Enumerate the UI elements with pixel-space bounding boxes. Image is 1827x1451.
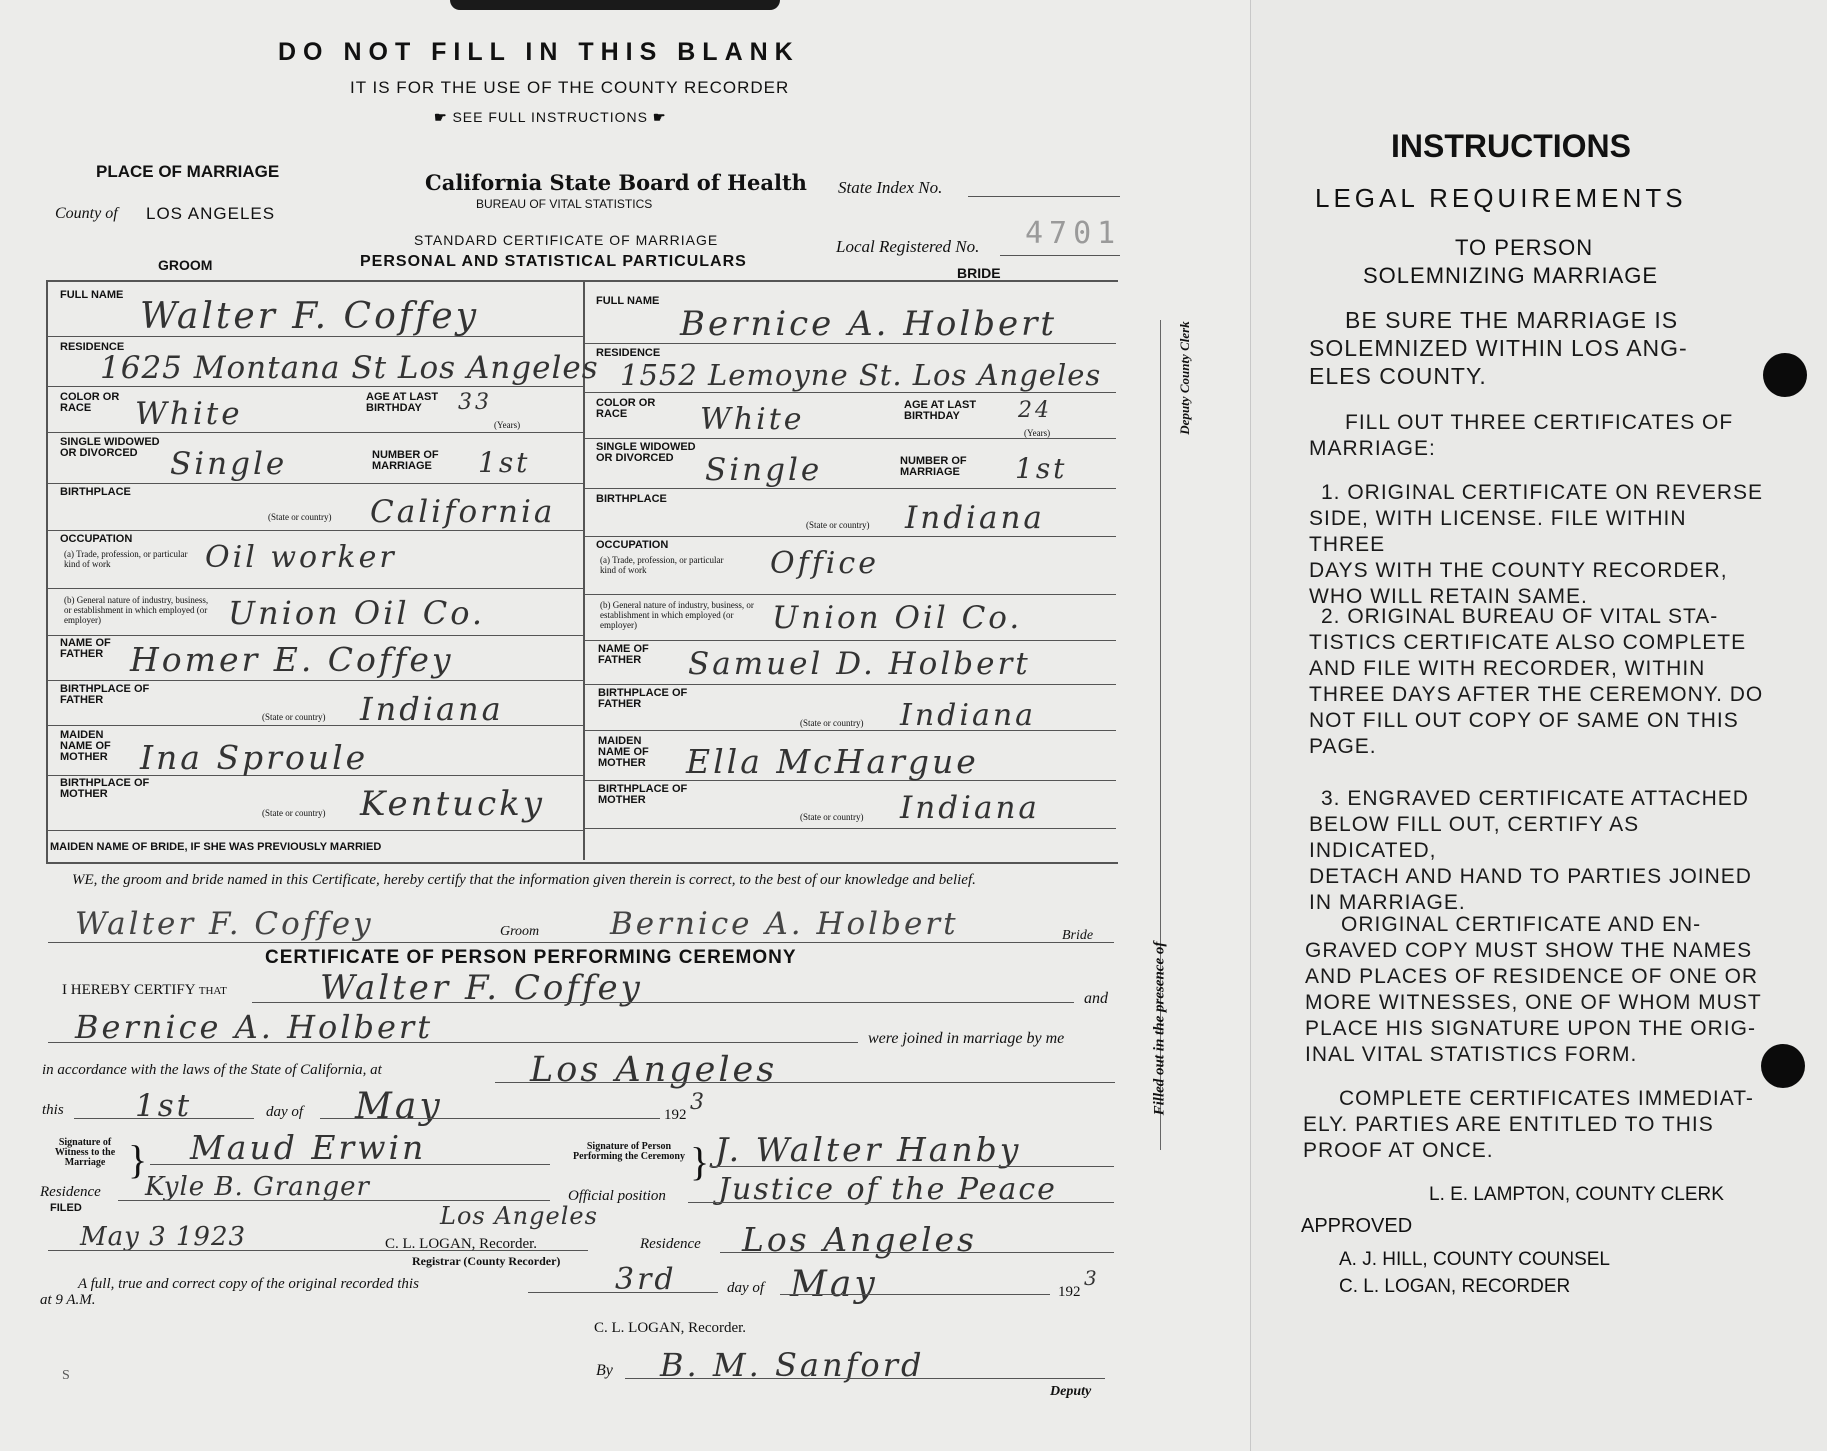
groom-color: White [135, 396, 243, 432]
local-registered-number: 4701 [1025, 216, 1122, 251]
instruction-item-1: 1. ORIGINAL CERTIFICATE ON REVERSE SIDE, WITH LICENSE. FILE WITHIN THREE DAYS WITH THE COUNTY RECORDER, WHO WILL RETAIN SAME. [1309, 481, 1764, 608]
bride-mother: Ella McHargue [686, 742, 979, 781]
ceremony-year-digit: 3 [690, 1090, 707, 1115]
day-of-label: day of [266, 1104, 304, 1120]
groom-father-label: NAME OF FATHER [60, 637, 111, 660]
groom-father: Homer E. Coffey [130, 640, 454, 679]
filed-date: May 3 1923 [80, 1222, 247, 1252]
witness-residence-label: Residence [40, 1184, 101, 1200]
groom-mother-label: MAIDEN NAME OF MOTHER [60, 729, 111, 763]
solemnizing-marriage: SOLEMNIZING MARRIAGE [1363, 263, 1659, 288]
county-counsel: A. J. HILL, COUNTY COUNSEL [1339, 1249, 1610, 1270]
copy-year-prefix: 192 [1058, 1284, 1081, 1300]
groom-trade: Oil worker [205, 540, 397, 575]
bride-birthplace-state-label: (State or country) [806, 520, 870, 530]
bride-mother-birthplace-label: BIRTHPLACE OF MOTHER [598, 783, 688, 806]
groom-number-label: NUMBER OF MARRIAGE [372, 449, 439, 472]
bride-marital: Single [705, 452, 823, 488]
groom-industry-label: (b) General nature of industry, business, or establishment in which employed (or employer) [64, 595, 209, 625]
ceremony-groom: Walter F. Coffey [320, 968, 643, 1008]
groom-age-label: AGE AT LAST BIRTHDAY [366, 391, 439, 414]
copy-time: at 9 A.M. [40, 1292, 96, 1308]
groom-occupation-label: OCCUPATION [60, 533, 133, 545]
bride-mother-state-label: (State or country) [800, 812, 864, 822]
witness-residence: Kyle B. Granger [145, 1172, 370, 1202]
bride-father-birthplace: Indiana [900, 698, 1037, 733]
laws-label: in accordance with the laws of the State of California, at [42, 1062, 382, 1078]
bride-signature: Bernice A. Holbert [610, 906, 959, 942]
bride-father-birthplace-label: BIRTHPLACE OF FATHER [598, 687, 688, 710]
filed-label: FILED [50, 1202, 82, 1214]
bureau-label: BUREAU OF VITAL STATISTICS [476, 197, 653, 211]
ceremony-year-prefix: 192 [664, 1107, 687, 1123]
groom-marital-label: SINGLE WIDOWED OR DIVORCED [60, 436, 160, 459]
groom-residence-label: RESIDENCE [60, 341, 125, 353]
ceremony-place: Los Angeles [530, 1050, 778, 1090]
groom-signature-label: Groom [500, 924, 540, 939]
official-position: Justice of the Peace [718, 1172, 1057, 1207]
groom-father-state-label: (State or country) [262, 712, 326, 722]
bride-mother-birthplace: Indiana [900, 790, 1040, 826]
groom-birthplace: California [370, 494, 556, 530]
bride-trade-label: (a) Trade, profession, or particular kind of work [600, 555, 724, 575]
recorder: C. L. LOGAN, RECORDER [1339, 1276, 1571, 1297]
bride-heading: BRIDE [957, 265, 1001, 281]
county-value: LOS ANGELES [146, 204, 276, 223]
county-clerk: L. E. LAMPTON, COUNTY CLERK [1429, 1184, 1724, 1205]
witness-signature: Maud Erwin [190, 1128, 427, 1167]
copy-day: 3rd [615, 1262, 677, 1297]
groom-full-name: Walter F. Coffey [140, 296, 480, 337]
groom-mother: Ina Sproule [140, 738, 369, 777]
groom-marital: Single [170, 446, 288, 482]
groom-heading: GROOM [158, 257, 213, 273]
maiden-name-bride-label: MAIDEN NAME OF BRIDE, IF SHE WAS PREVIOUSLY MARRIED [50, 841, 382, 853]
instructions-note: ☛ SEE FULL INSTRUCTIONS ☛ [434, 109, 667, 125]
bride-age: 24 [1018, 398, 1052, 423]
bride-residence-label: RESIDENCE [596, 347, 661, 359]
pointing-hand-icon: ☛ [652, 109, 667, 125]
to-person: TO PERSON [1455, 235, 1594, 260]
groom-residence: 1625 Montana St Los Angeles [100, 350, 599, 386]
instructions-page [1250, 0, 1827, 1451]
witness-brace: } [128, 1137, 148, 1182]
bride-residence: 1552 Lemoyne St. Los Angeles [620, 358, 1102, 392]
groom-years-label: (Years) [494, 420, 521, 430]
county-of-label: County of [55, 205, 118, 222]
binding-shadow [450, 0, 780, 10]
bride-color-label: COLOR OR RACE [596, 397, 656, 420]
bride-father-label: NAME OF FATHER [598, 643, 649, 666]
legal-requirements: LEGAL REQUIREMENTS [1315, 183, 1687, 213]
instruction-item-2: 2. ORIGINAL BUREAU OF VITAL STA- TISTICS CERTIFICATE ALSO COMPLETE AND FILE WITH RECORDER, WITHIN THREE DAYS AFTER THE CEREMONY. DO NOT FILL OUT COPY OF SAME ON THIS PAGE. [1309, 605, 1764, 758]
copy-statement: A full, true and correct copy of the original recorded this [78, 1276, 419, 1292]
groom-number: 1st [478, 446, 531, 479]
copy-month: May [790, 1264, 878, 1305]
witness-label: Signature of Witness to the Marriage [54, 1137, 116, 1168]
fill-out-paragraph: FILL OUT THREE CERTIFICATES OF MARRIAGE: [1309, 411, 1734, 460]
bride-mother-label: MAIDEN NAME OF MOTHER [598, 735, 649, 769]
bride-marital-label: SINGLE WIDOWED OR DIVORCED [596, 441, 696, 464]
performer-label: Signature of Person Performing the Ceremony [572, 1141, 685, 1162]
pointing-hand-icon: ☛ [434, 109, 448, 125]
bride-father-state-label: (State or country) [800, 718, 864, 728]
performer-residence: Los Angeles [742, 1220, 977, 1259]
performer-signature: J. Walter Hanby [715, 1130, 1022, 1169]
certificate-subtitle: PERSONAL AND STATISTICAL PARTICULARS [360, 253, 747, 270]
bride-color: White [700, 402, 805, 437]
local-registered-label: Local Registered No. [836, 237, 980, 256]
original-certificate-paragraph: ORIGINAL CERTIFICATE AND EN- GRAVED COPY MUST SHOW THE NAMES AND PLACES OF RESIDENCE OF ONE OR MORE WITNESSES, ONE OF WHOM MUST PLACE HIS SIGNATURE UPON THE ORIG- INAL VITAL STATISTICS FORM. [1305, 913, 1762, 1066]
filled-out-presence-label: Filled out in the presence of [1151, 941, 1168, 1116]
bride-number: 1st [1015, 452, 1068, 485]
groom-father-birthplace-label: BIRTHPLACE OF FATHER [60, 683, 150, 706]
groom-birthplace-state-label: (State or country) [268, 512, 332, 522]
bride-birthplace: Indiana [905, 500, 1045, 536]
margin-mark: S [62, 1368, 70, 1383]
state-index-label: State Index No. [838, 178, 943, 197]
ceremony-month: May [355, 1086, 443, 1127]
bride-industry-label: (b) General nature of industry, business, or establishment in which employed (or employer) [600, 600, 754, 630]
bride-number-label: NUMBER OF MARRIAGE [900, 455, 967, 478]
bride-years-label: (Years) [1024, 428, 1051, 438]
filed-place: Los Angeles [440, 1202, 598, 1230]
groom-age: 33 [458, 390, 492, 415]
copy-year-digit: 3 [1084, 1266, 1100, 1290]
bride-signature-label: Bride [1062, 928, 1094, 943]
ceremony-title: CERTIFICATE OF PERSON PERFORMING CEREMONY [265, 947, 797, 968]
bride-full-name: Bernice A. Holbert [680, 304, 1058, 344]
copy-recorder: C. L. LOGAN, Recorder. [594, 1320, 747, 1336]
ceremony-bride: Bernice A. Holbert [75, 1008, 434, 1046]
this-label: this [42, 1102, 64, 1118]
bride-birthplace-label: BIRTHPLACE [596, 493, 667, 505]
groom-mother-state-label: (State or country) [262, 808, 326, 818]
groom-father-birthplace: Indiana [360, 690, 504, 728]
bride-full-name-label: FULL NAME [596, 295, 660, 307]
groom-full-name-label: FULL NAME [60, 289, 124, 301]
performer-brace: } [690, 1139, 710, 1184]
instruction-item-3: 3. ENGRAVED CERTIFICATE ATTACHED BELOW FILL OUT, CERTIFY AS INDICATED, DETACH AND HAND TO PARTIES JOINED IN MARRIAGE. [1309, 787, 1752, 914]
groom-color-label: COLOR OR RACE [60, 391, 120, 414]
official-position-label: Official position [568, 1188, 666, 1204]
deputy-label: Deputy [1050, 1384, 1092, 1399]
approved-label: APPROVED [1301, 1215, 1413, 1237]
board-of-health: California State Board of Health [425, 170, 807, 195]
performer-residence-label: Residence [640, 1236, 701, 1252]
binder-hole-icon [1761, 1044, 1805, 1088]
header-title: DO NOT FILL IN THIS BLANK [278, 38, 800, 66]
certificate-title: STANDARD CERTIFICATE OF MARRIAGE [414, 232, 719, 248]
be-sure-paragraph: BE SURE THE MARRIAGE IS SOLEMNIZED WITHIN LOS ANG- ELES COUNTY. [1309, 307, 1688, 389]
instructions-title: INSTRUCTIONS [1391, 128, 1631, 164]
groom-birthplace-label: BIRTHPLACE [60, 486, 131, 498]
ceremony-day: 1st [135, 1088, 193, 1124]
bride-trade: Office [770, 546, 879, 581]
groom-mother-birthplace: Kentucky [360, 784, 545, 824]
header-subtitle: IT IS FOR THE USE OF THE COUNTY RECORDER [350, 78, 790, 97]
and-label: and [1084, 990, 1108, 1007]
bride-industry: Union Oil Co. [772, 600, 1023, 636]
certify-statement: WE, the groom and bride named in this Certificate, hereby certify that the information given therein is correct, to the best of our knowledge and belief. [72, 872, 976, 888]
groom-trade-label: (a) Trade, profession, or particular kind of work [64, 549, 188, 569]
bride-father: Samuel D. Holbert [688, 646, 1031, 682]
bride-occupation-label: OCCUPATION [596, 539, 669, 551]
deputy-signature: B. M. Sanford [660, 1346, 925, 1384]
binder-hole-icon [1763, 353, 1807, 397]
bride-age-label: AGE AT LAST BIRTHDAY [904, 399, 977, 422]
joined-label: were joined in marriage by me [868, 1030, 1065, 1047]
registrar-label: Registrar (County Recorder) [412, 1254, 561, 1268]
groom-mother-birthplace-label: BIRTHPLACE OF MOTHER [60, 777, 150, 800]
complete-paragraph: COMPLETE CERTIFICATES IMMEDIAT- ELY. PARTIES ARE ENTITLED TO THIS PROOF AT ONCE. [1303, 1087, 1754, 1162]
groom-industry: Union Oil Co. [228, 594, 486, 632]
place-of-marriage-label: PLACE OF MARRIAGE [96, 162, 280, 181]
groom-signature: Walter F. Coffey [75, 906, 374, 942]
recorder-label: C. L. LOGAN, Recorder. [385, 1236, 538, 1252]
copy-day-of-label: day of [727, 1280, 765, 1296]
hereby-certify-label: I HEREBY CERTIFY that [62, 982, 227, 998]
by-label: By [596, 1362, 613, 1379]
deputy-county-clerk-label: Deputy County Clerk [1177, 321, 1192, 435]
